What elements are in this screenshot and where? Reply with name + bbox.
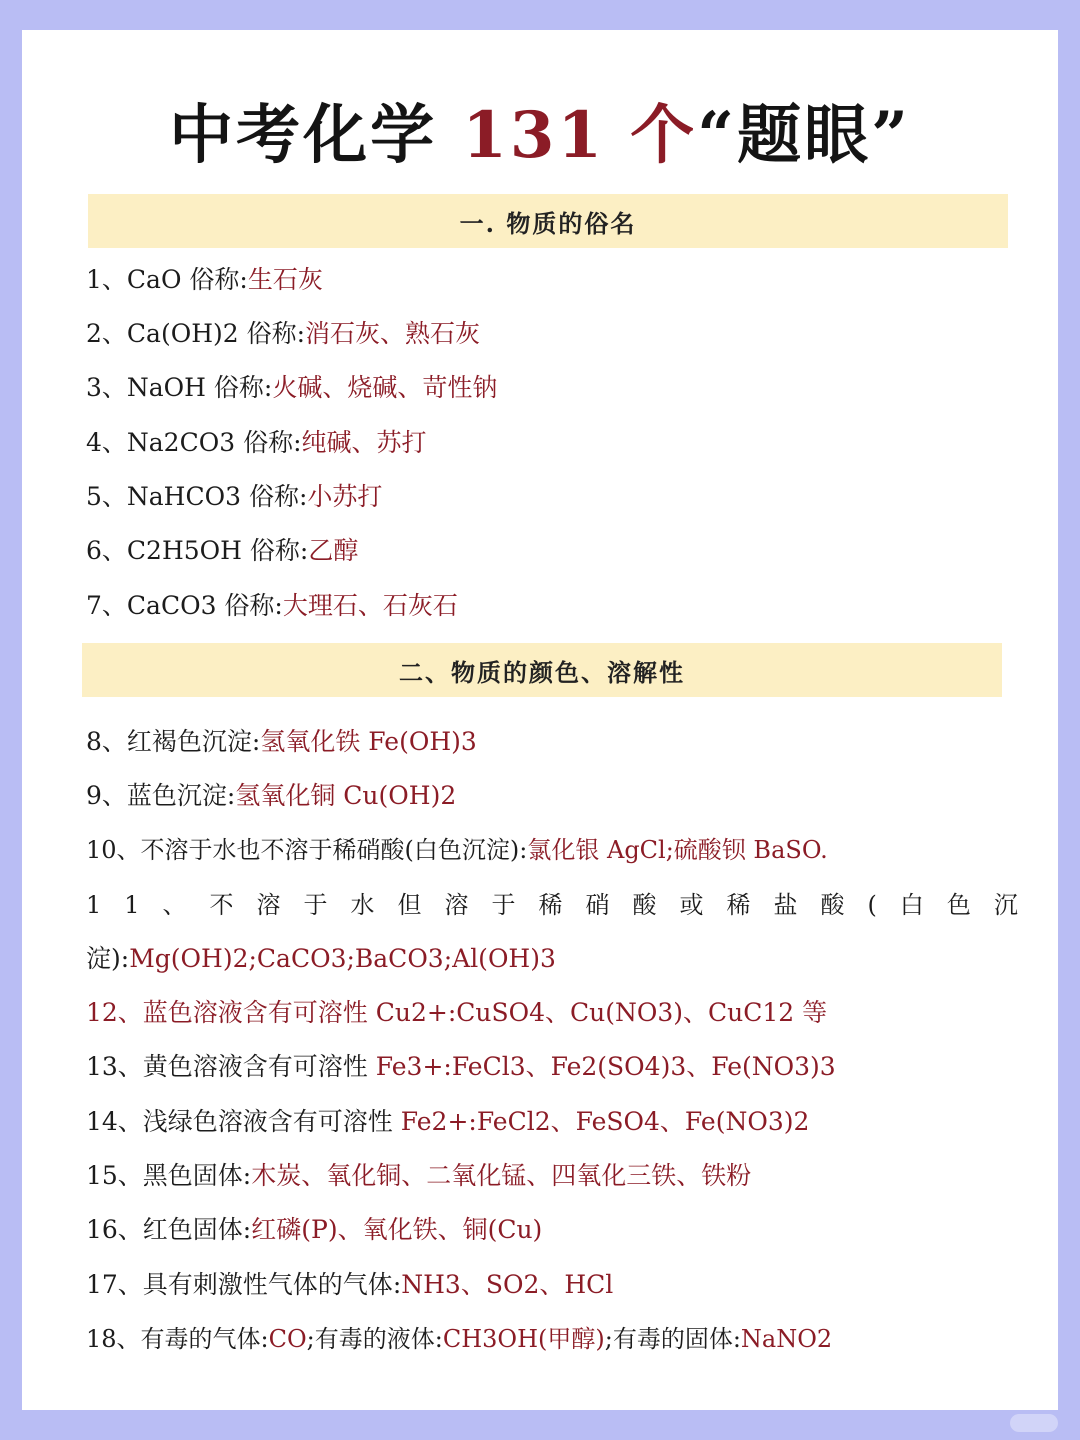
title-accent: 131 个 bbox=[462, 98, 698, 173]
list-item: 13、黄色溶液含有可溶性 Fe3+:FeCl3、Fe2(SO4)3、Fe(NO3)3 bbox=[86, 1052, 836, 1081]
list-item: 18、有毒的气体:CO;有毒的液体:CH3OH(甲醇);有毒的固体:NaNO2 bbox=[86, 1325, 833, 1353]
list-item: 3、NaOH 俗称:火碱、烧碱、苛性钠 bbox=[86, 373, 498, 402]
section-header-names: 一. 物质的俗名 bbox=[88, 194, 1008, 248]
title-main: 中考化学 bbox=[169, 98, 463, 173]
list-item: 16、红色固体:红磷(P)、氧化铁、铜(Cu) bbox=[86, 1215, 543, 1244]
watermark-badge bbox=[1010, 1414, 1058, 1432]
list-item: 14、浅绿色溶液含有可溶性 Fe2+:FeCl2、FeSO4、Fe(NO3)2 bbox=[86, 1107, 810, 1136]
page-title bbox=[0, 84, 1080, 176]
list-item: 15、黑色固体:木炭、氧化铜、二氧化锰、四氧化三铁、铁粉 bbox=[86, 1161, 752, 1190]
list-item: 17、具有刺激性气体的气体:NH3、SO2、HCl bbox=[86, 1270, 614, 1299]
list-item: 2、Ca(OH)2 俗称:消石灰、熟石灰 bbox=[86, 319, 481, 348]
list-item: 9、蓝色沉淀:氢氧化铜 Cu(OH)2 bbox=[86, 781, 457, 810]
list-item: 4、Na2CO3 俗称:纯碱、苏打 bbox=[86, 428, 427, 457]
list-item: 7、CaCO3 俗称:大理石、石灰石 bbox=[86, 591, 458, 620]
title-quote: “题眼” bbox=[697, 98, 911, 173]
list-item: 5、NaHCO3 俗称:小苏打 bbox=[86, 482, 383, 511]
list-item: 1、CaO 俗称:生石灰 bbox=[86, 265, 323, 294]
list-item: 8、红褐色沉淀:氢氧化铁 Fe(OH)3 bbox=[86, 727, 477, 756]
list-item: 10、不溶于水也不溶于稀硝酸(白色沉淀):氯化银 AgCl;硫酸钡 BaSO. bbox=[86, 836, 828, 864]
list-item: 11、不溶于水但溶于稀硝酸或稀盐酸(白色沉 bbox=[86, 891, 1041, 919]
list-item: 12、蓝色溶液含有可溶性 Cu2+:CuSO4、Cu(NO3)、CuC12 等 bbox=[86, 998, 828, 1027]
section-header-colors: 二、物质的颜色、溶解性 bbox=[82, 643, 1002, 697]
list-item: 淀):Mg(OH)2;CaCO3;BaCO3;Al(OH)3 bbox=[86, 944, 556, 973]
list-item: 6、C2H5OH 俗称:乙醇 bbox=[86, 536, 359, 565]
